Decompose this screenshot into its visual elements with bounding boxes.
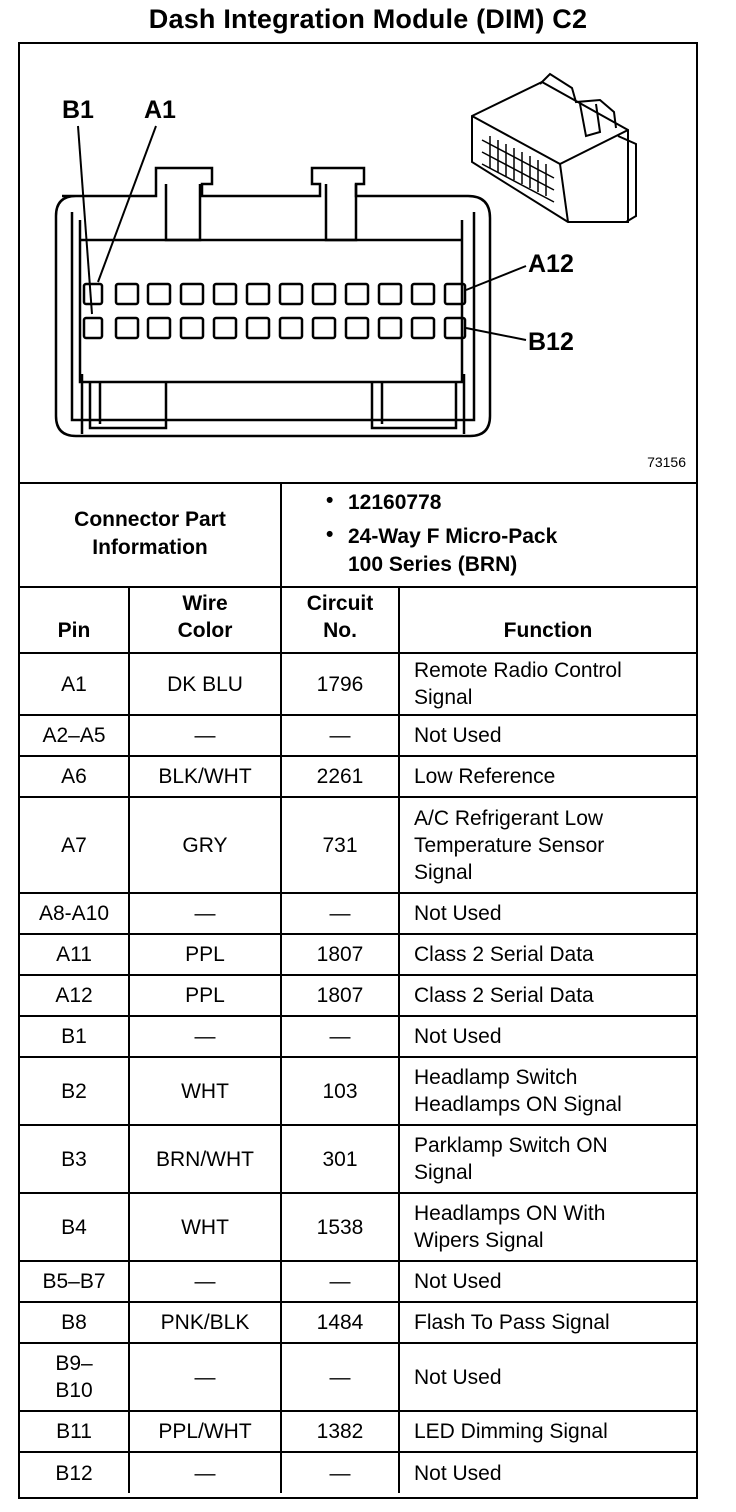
cell-wire-color: — <box>129 893 281 934</box>
cell-function: Headlamp Switch Headlamps ON Signal <box>399 1057 696 1125</box>
connector-isometric-view <box>472 74 636 222</box>
cell-pin: A6 <box>20 756 129 797</box>
part-number: 12160778 <box>348 491 442 514</box>
header-circuit-no: Circuit No. <box>281 587 399 653</box>
table-row <box>20 797 696 893</box>
cell-wire-color: GRY <box>129 797 281 893</box>
cell-circuit-no: — <box>281 893 399 934</box>
cell-function: Remote Radio Control Signal <box>399 653 696 715</box>
cell-wire-color: — <box>129 1452 281 1493</box>
label-a1: A1 <box>144 96 176 124</box>
table-row <box>20 756 696 797</box>
cell-wire-color: WHT <box>129 1193 281 1261</box>
cell-function: Headlamps ON With Wipers Signal <box>399 1193 696 1261</box>
leader-lines <box>78 126 526 340</box>
cell-pin: A1 <box>20 653 129 715</box>
cell-circuit-no: 1538 <box>281 1193 399 1261</box>
cell-pin: B2 <box>20 1057 129 1125</box>
table-row <box>20 1302 696 1343</box>
cell-circuit-no: 2261 <box>281 756 399 797</box>
label-a12: A12 <box>528 250 574 278</box>
cell-function: Not Used <box>399 1452 696 1493</box>
connector-info-details <box>282 482 696 586</box>
cell-circuit-no: 1807 <box>281 975 399 1016</box>
cell-circuit-no: — <box>281 1343 399 1411</box>
cell-wire-color: BLK/WHT <box>129 756 281 797</box>
cell-function: Not Used <box>399 715 696 756</box>
cell-pin: A8-A10 <box>20 893 129 934</box>
cell-circuit-no: 1796 <box>281 653 399 715</box>
cell-pin: B9– B10 <box>20 1343 129 1411</box>
table-row <box>20 934 696 975</box>
figure-number: 73156 <box>647 454 686 470</box>
cell-pin: B8 <box>20 1302 129 1343</box>
cell-circuit-no: — <box>281 1452 399 1493</box>
header-pin: Pin <box>20 587 129 653</box>
cell-wire-color: BRN/WHT <box>129 1125 281 1193</box>
cell-function: Not Used <box>399 1261 696 1302</box>
cell-pin: B1 <box>20 1016 129 1057</box>
cell-function: Not Used <box>399 1016 696 1057</box>
cell-circuit-no: — <box>281 1016 399 1057</box>
table-row <box>20 1125 696 1193</box>
cell-wire-color: WHT <box>129 1057 281 1125</box>
cell-pin: A2–A5 <box>20 715 129 756</box>
bullet: • <box>326 523 334 546</box>
connector-info-label <box>20 482 282 586</box>
cell-circuit-no: 301 <box>281 1125 399 1193</box>
table-row <box>20 975 696 1016</box>
cell-wire-color: — <box>129 1343 281 1411</box>
cell-pin: A11 <box>20 934 129 975</box>
connector-description-line1: 24-Way F Micro-Pack <box>348 525 558 548</box>
header-function: Function <box>399 587 696 653</box>
cell-wire-color: DK BLU <box>129 653 281 715</box>
connector-info-label-line2: Information <box>92 536 208 559</box>
header-wire-color: Wire Color <box>129 587 281 653</box>
table-row <box>20 1343 696 1411</box>
cell-function: Class 2 Serial Data <box>399 975 696 1016</box>
cell-circuit-no: — <box>281 715 399 756</box>
cell-function: A/C Refrigerant Low Temperature Sensor Signal <box>399 797 696 893</box>
cell-function: Low Reference <box>399 756 696 797</box>
table-row <box>20 1193 696 1261</box>
pinout-table <box>20 586 696 1493</box>
cell-pin: A12 <box>20 975 129 1016</box>
cell-function: Class 2 Serial Data <box>399 934 696 975</box>
cell-pin: B5–B7 <box>20 1261 129 1302</box>
cell-circuit-no: 1807 <box>281 934 399 975</box>
cell-function: LED Dimming Signal <box>399 1411 696 1452</box>
cell-circuit-no: — <box>281 1261 399 1302</box>
bullet: • <box>326 489 334 512</box>
cell-function: Not Used <box>399 1343 696 1411</box>
label-b1: B1 <box>62 96 94 124</box>
cell-pin: A7 <box>20 797 129 893</box>
table-row <box>20 715 696 756</box>
cell-pin: B11 <box>20 1411 129 1452</box>
table-row <box>20 1411 696 1452</box>
cell-function: Flash To Pass Signal <box>399 1302 696 1343</box>
table-header-row <box>20 587 696 653</box>
cell-pin: B3 <box>20 1125 129 1193</box>
connector-info-label-line1: Connector Part <box>74 508 226 531</box>
cell-wire-color: PPL <box>129 975 281 1016</box>
connector-part-info <box>20 482 696 588</box>
connector-description-line2: 100 Series (BRN) <box>348 553 518 576</box>
cell-wire-color: — <box>129 715 281 756</box>
page-title: Dash Integration Module (DIM) C2 <box>148 4 588 34</box>
cell-wire-color: — <box>129 1016 281 1057</box>
cell-circuit-no: 731 <box>281 797 399 893</box>
cell-wire-color: PNK/BLK <box>129 1302 281 1343</box>
cell-wire-color: — <box>129 1261 281 1302</box>
pin-cavities <box>84 284 465 338</box>
cell-circuit-no: 103 <box>281 1057 399 1125</box>
cell-pin: B4 <box>20 1193 129 1261</box>
table-row <box>20 893 696 934</box>
cell-circuit-no: 1382 <box>281 1411 399 1452</box>
connector-body-outline <box>56 168 490 436</box>
label-b12: B12 <box>528 328 574 356</box>
table-row <box>20 653 696 715</box>
table-row <box>20 1016 696 1057</box>
cell-function: Parklamp Switch ON Signal <box>399 1125 696 1193</box>
cell-wire-color: PPL <box>129 934 281 975</box>
connector-drawing <box>20 44 696 482</box>
cell-pin: B12 <box>20 1452 129 1493</box>
table-row <box>20 1057 696 1125</box>
connector-diagram <box>20 44 696 484</box>
cell-function: Not Used <box>399 893 696 934</box>
table-row <box>20 1261 696 1302</box>
cell-wire-color: PPL/WHT <box>129 1411 281 1452</box>
table-row <box>20 1452 696 1493</box>
document-frame <box>18 42 698 1499</box>
cell-circuit-no: 1484 <box>281 1302 399 1343</box>
